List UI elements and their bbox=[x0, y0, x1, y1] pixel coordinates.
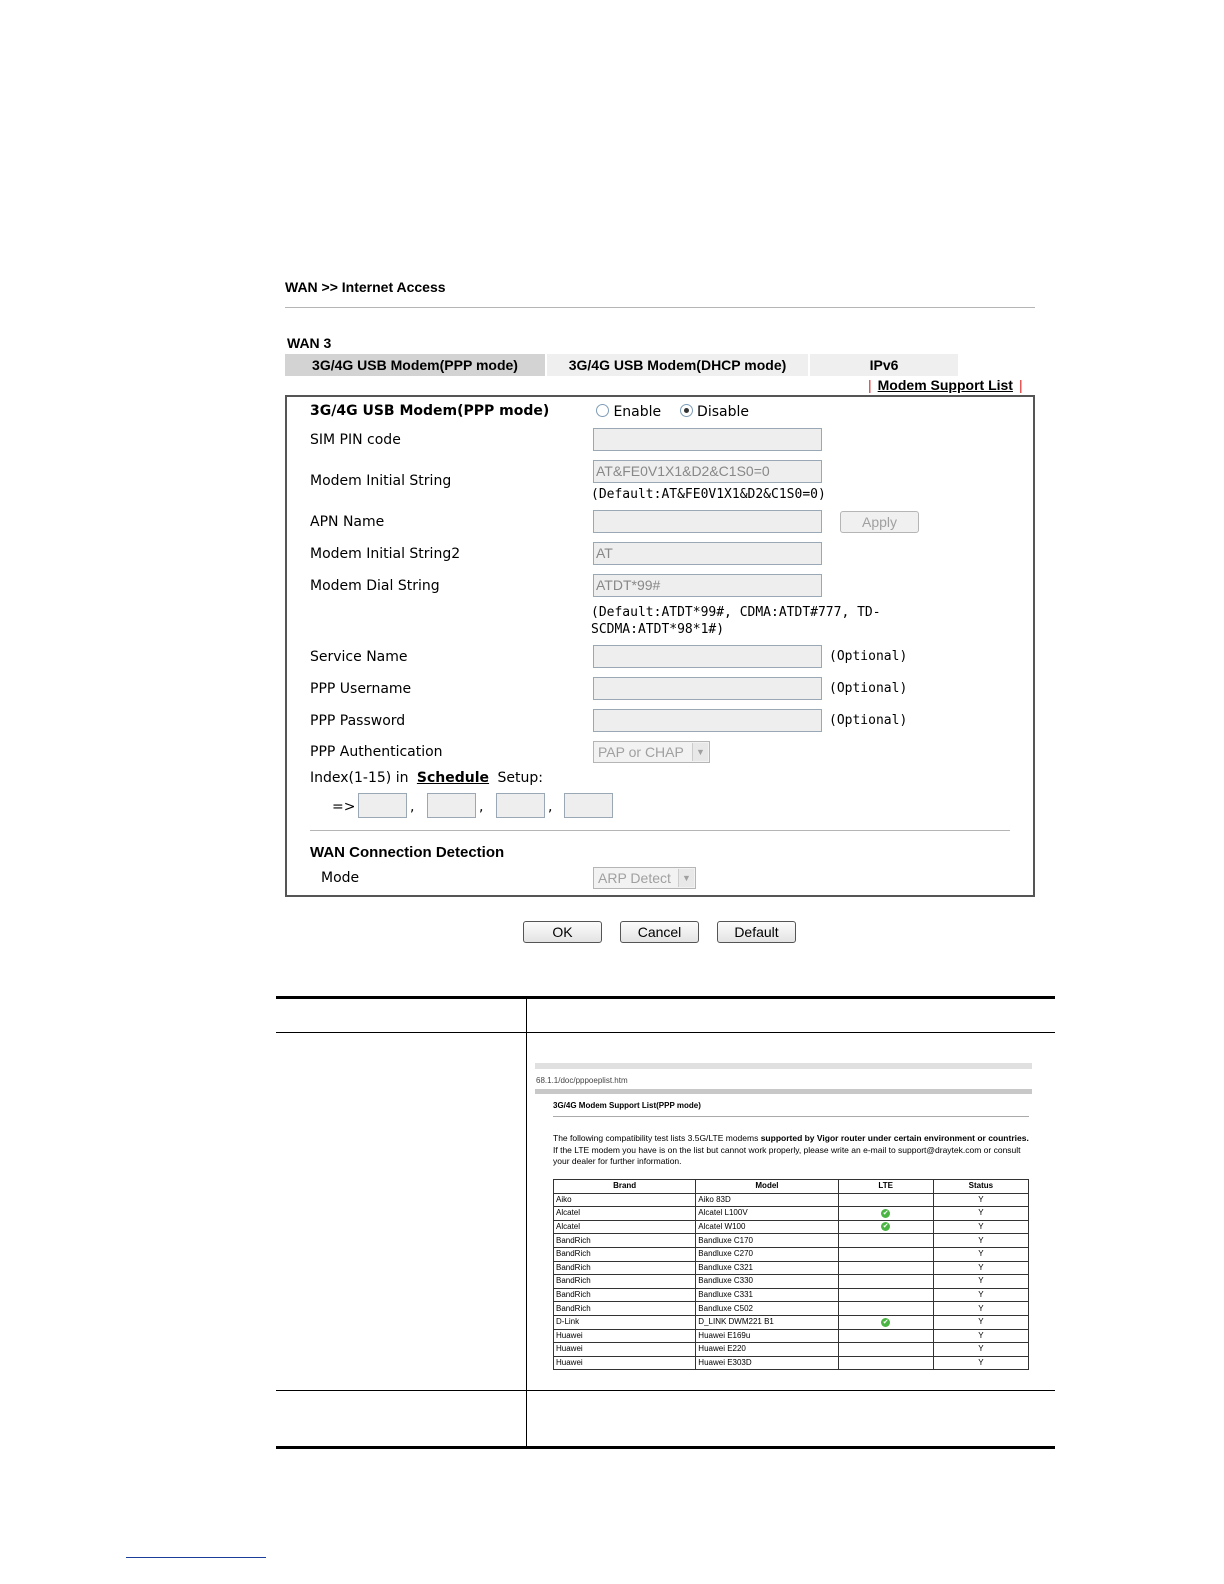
schedule-index-4-input[interactable] bbox=[564, 793, 613, 818]
status-cell: Y bbox=[933, 1207, 1028, 1221]
status-cell: Y bbox=[933, 1261, 1028, 1275]
table-row bbox=[554, 1302, 1029, 1316]
model-cell: Huawei E303D bbox=[696, 1356, 838, 1370]
status-cell: Y bbox=[933, 1302, 1028, 1316]
brand-cell: BandRich bbox=[554, 1247, 696, 1261]
enable-radio-group bbox=[596, 404, 749, 420]
model-cell: Alcatel L100V bbox=[696, 1207, 838, 1221]
wan-title: WAN 3 bbox=[287, 335, 332, 351]
model-cell: D_LINK DWM221 B1 bbox=[696, 1315, 838, 1329]
status-cell: Y bbox=[933, 1356, 1028, 1370]
column-header-model: Model bbox=[696, 1180, 838, 1194]
init-string-label: Modem Initial String bbox=[310, 473, 452, 489]
brand-cell: D-Link bbox=[554, 1315, 696, 1329]
lte-cell bbox=[838, 1343, 933, 1357]
browser-url: 68.1.1/doc/pppoeplist.htm bbox=[536, 1076, 628, 1085]
lte-cell bbox=[838, 1288, 933, 1302]
panel-divider bbox=[310, 830, 1010, 831]
table-row bbox=[554, 1343, 1029, 1357]
lte-cell bbox=[838, 1247, 933, 1261]
table-row bbox=[554, 1247, 1029, 1261]
schedule-index-suffix: Setup: bbox=[497, 770, 543, 786]
model-cell: Bandluxe C331 bbox=[696, 1288, 838, 1302]
table-row bbox=[554, 1193, 1029, 1207]
lte-cell bbox=[838, 1220, 933, 1234]
check-circle-icon: ✔ bbox=[882, 1223, 889, 1231]
column-header-lte: LTE bbox=[838, 1180, 933, 1194]
brand-cell: Huawei bbox=[554, 1329, 696, 1343]
comma: , bbox=[479, 799, 484, 815]
init-string-input[interactable]: AT&FE0V1X1&D2&C1S0=0 bbox=[593, 460, 822, 483]
browser-bar bbox=[535, 1089, 1032, 1094]
default-button[interactable]: Default bbox=[717, 921, 796, 943]
brand-cell: BandRich bbox=[554, 1261, 696, 1275]
table-column-divider bbox=[526, 999, 527, 1448]
apply-button[interactable]: Apply bbox=[840, 511, 919, 533]
service-name-input[interactable] bbox=[593, 645, 822, 668]
check-circle-icon: ✔ bbox=[882, 1209, 889, 1217]
model-cell: Huawei E220 bbox=[696, 1343, 838, 1357]
detection-title: WAN Connection Detection bbox=[310, 844, 505, 861]
support-list-description bbox=[553, 1133, 1029, 1168]
model-cell: Alcatel W100 bbox=[696, 1220, 838, 1234]
modem-support-list-link[interactable]: Modem Support List bbox=[877, 377, 1013, 393]
status-cell: Y bbox=[933, 1315, 1028, 1329]
footnote-line bbox=[126, 1557, 266, 1558]
status-cell: Y bbox=[933, 1288, 1028, 1302]
table-row bbox=[554, 1288, 1029, 1302]
table-row bbox=[554, 1315, 1029, 1329]
brand-cell: Huawei bbox=[554, 1343, 696, 1357]
dial-default-note-2: SCDMA:ATDT*98*1#) bbox=[591, 622, 725, 637]
init-string2-label: Modem Initial String2 bbox=[310, 546, 461, 562]
desc-text: The following compatibility test lists 3.5G/LTE modems bbox=[553, 1133, 761, 1143]
ppp-password-input[interactable] bbox=[593, 709, 822, 732]
schedule-arrow: => bbox=[332, 799, 356, 815]
sim-pin-input[interactable] bbox=[593, 428, 822, 451]
cancel-button[interactable]: Cancel bbox=[620, 921, 699, 943]
column-header-brand: Brand bbox=[554, 1180, 696, 1194]
status-cell: Y bbox=[933, 1234, 1028, 1248]
model-cell: Bandluxe C502 bbox=[696, 1302, 838, 1316]
comma: , bbox=[410, 799, 415, 815]
ppp-auth-label: PPP Authentication bbox=[310, 744, 443, 760]
brand-cell: BandRich bbox=[554, 1234, 696, 1248]
ppp-username-input[interactable] bbox=[593, 677, 822, 700]
model-cell: Aiko 83D bbox=[696, 1193, 838, 1207]
modem-support-list-screenshot bbox=[535, 1063, 1032, 1381]
dial-string-label: Modem Dial String bbox=[310, 578, 440, 594]
desc-bold-text: supported by Vigor router under certain environment or countries. bbox=[760, 1133, 1029, 1143]
apn-input[interactable] bbox=[593, 510, 822, 533]
schedule-link[interactable]: Schedule bbox=[416, 770, 490, 786]
lte-cell bbox=[838, 1234, 933, 1248]
breadcrumb: WAN >> Internet Access bbox=[285, 279, 446, 295]
detection-mode-select[interactable] bbox=[593, 867, 696, 889]
dial-string-input[interactable]: ATDT*99# bbox=[593, 574, 822, 597]
table-row bbox=[554, 1329, 1029, 1343]
brand-cell: Alcatel bbox=[554, 1220, 696, 1234]
modem-table bbox=[553, 1179, 1029, 1370]
model-cell: Huawei E169u bbox=[696, 1329, 838, 1343]
link-separator: | bbox=[868, 377, 872, 393]
schedule-index-prefix: Index(1-15) in bbox=[310, 770, 409, 786]
ppp-password-label: PPP Password bbox=[310, 713, 406, 729]
browser-bar bbox=[535, 1063, 1032, 1069]
ppp-username-label: PPP Username bbox=[310, 681, 412, 697]
tab-dhcp-mode[interactable]: 3G/4G USB Modem(DHCP mode) bbox=[547, 354, 808, 376]
desc-text: If the LTE modem you have is on the list but cannot work properly, please write an e-mail to support@draytek.com or consult your dealer for further information. bbox=[553, 1144, 1021, 1166]
chevron-down-icon: ▼ bbox=[678, 869, 694, 887]
status-cell: Y bbox=[933, 1220, 1028, 1234]
model-cell: Bandluxe C330 bbox=[696, 1275, 838, 1289]
brand-cell: BandRich bbox=[554, 1275, 696, 1289]
ppp-auth-value: PAP or CHAP bbox=[598, 744, 684, 760]
table-header-border bbox=[276, 1032, 1055, 1033]
schedule-index-3-input[interactable] bbox=[496, 793, 545, 818]
lte-cell bbox=[838, 1329, 933, 1343]
table-bottom-border bbox=[276, 1446, 1055, 1449]
lte-cell bbox=[838, 1275, 933, 1289]
dial-default-note-1: (Default:ATDT*99#, CDMA:ATDT#777, TD- bbox=[591, 605, 881, 620]
table-row bbox=[554, 1234, 1029, 1248]
schedule-index-1-input[interactable] bbox=[358, 793, 407, 818]
model-cell: Bandluxe C270 bbox=[696, 1247, 838, 1261]
sim-pin-label: SIM PIN code bbox=[310, 432, 401, 448]
check-circle-icon: ✔ bbox=[882, 1318, 889, 1326]
status-cell: Y bbox=[933, 1247, 1028, 1261]
table-row bbox=[554, 1261, 1029, 1275]
lte-cell bbox=[838, 1315, 933, 1329]
column-header-status: Status bbox=[933, 1180, 1028, 1194]
table-row bbox=[554, 1275, 1029, 1289]
disable-radio[interactable] bbox=[680, 404, 693, 417]
schedule-index-2-input[interactable] bbox=[427, 793, 476, 818]
service-name-label: Service Name bbox=[310, 649, 408, 665]
modem-support-list-bar bbox=[868, 377, 1023, 393]
status-cell: Y bbox=[933, 1193, 1028, 1207]
lte-cell bbox=[838, 1207, 933, 1221]
table-row bbox=[554, 1356, 1029, 1370]
lte-cell bbox=[838, 1193, 933, 1207]
header-divider bbox=[285, 307, 1035, 308]
brand-cell: BandRich bbox=[554, 1302, 696, 1316]
brand-cell: Aiko bbox=[554, 1193, 696, 1207]
ppp-username-optional: (Optional) bbox=[829, 681, 908, 696]
ppp-mode-label: 3G/4G USB Modem(PPP mode) bbox=[310, 403, 550, 419]
brand-cell: Huawei bbox=[554, 1356, 696, 1370]
disable-label: Disable bbox=[697, 404, 749, 420]
ppp-auth-select[interactable] bbox=[593, 741, 710, 763]
ok-button[interactable]: OK bbox=[523, 921, 602, 943]
link-separator: | bbox=[1018, 377, 1023, 393]
detection-mode-value: ARP Detect bbox=[598, 870, 671, 886]
apn-label: APN Name bbox=[310, 514, 385, 530]
status-cell: Y bbox=[933, 1343, 1028, 1357]
enable-radio[interactable] bbox=[596, 404, 609, 417]
tab-ipv6[interactable]: IPv6 bbox=[810, 354, 958, 376]
lte-cell bbox=[838, 1302, 933, 1316]
enable-label: Enable bbox=[613, 404, 662, 420]
brand-cell: Alcatel bbox=[554, 1207, 696, 1221]
table-row bbox=[554, 1207, 1029, 1221]
support-list-divider bbox=[553, 1116, 1029, 1117]
table-top-border bbox=[276, 996, 1055, 999]
ppp-password-optional: (Optional) bbox=[829, 713, 908, 728]
model-cell: Bandluxe C170 bbox=[696, 1234, 838, 1248]
init-string-default-note: (Default:AT&FE0V1X1&D2&C1S0=0) bbox=[591, 487, 826, 502]
support-list-title: 3G/4G Modem Support List(PPP mode) bbox=[553, 1101, 701, 1110]
brand-cell: BandRich bbox=[554, 1288, 696, 1302]
model-cell: Bandluxe C321 bbox=[696, 1261, 838, 1275]
init-string2-input[interactable]: AT bbox=[593, 542, 822, 565]
lte-cell bbox=[838, 1261, 933, 1275]
schedule-index-label bbox=[310, 770, 543, 786]
chevron-down-icon: ▼ bbox=[692, 743, 708, 761]
tab-ppp-mode[interactable]: 3G/4G USB Modem(PPP mode) bbox=[285, 354, 545, 376]
detection-mode-label: Mode bbox=[321, 870, 360, 886]
table-row bbox=[554, 1220, 1029, 1234]
service-name-optional: (Optional) bbox=[829, 649, 908, 664]
status-cell: Y bbox=[933, 1329, 1028, 1343]
comma: , bbox=[548, 799, 553, 815]
lte-cell bbox=[838, 1356, 933, 1370]
table-row-border bbox=[276, 1390, 1055, 1391]
status-cell: Y bbox=[933, 1275, 1028, 1289]
